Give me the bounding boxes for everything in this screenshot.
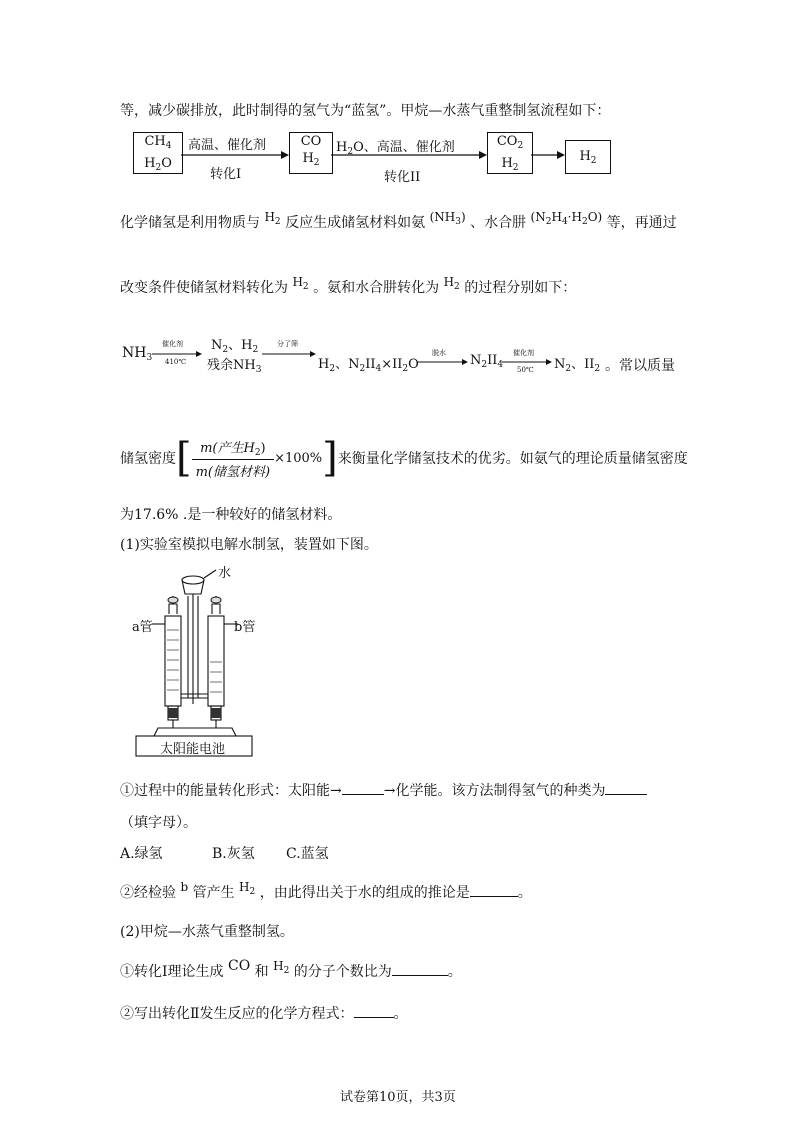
label-tube-b: b管 bbox=[234, 620, 256, 635]
reaction-nh3: $NH_3$ bbox=[122, 345, 153, 363]
label-water: 水 bbox=[218, 566, 232, 581]
reaction-temp-1: 410℃ bbox=[165, 358, 187, 366]
answer-blank-inference[interactable] bbox=[470, 896, 518, 897]
reaction-n2h4: $N_2II_4$ bbox=[470, 353, 504, 370]
answer-blank-hydrogen-type[interactable] bbox=[605, 794, 647, 795]
reaction-catalyst-2: 催化剂 bbox=[513, 349, 534, 357]
density-formula: 储氢密度[ $\frac{m(产生H_2)}{\text{m(储氢材料)}}$ ×100%]来衡量化学储氢技术的优劣。如氨气的理论质量储氢密度 bbox=[120, 435, 688, 481]
reaction-products-bottom: 残余$NH_3$ bbox=[207, 358, 262, 375]
intro-line: 等，减少碳排放，此时制得的氢气为“蓝氢”。甲烷—水蒸气重整制氢流程如下： bbox=[120, 103, 611, 119]
question-1-2: ②经检验 b 管产生 $H_2$ ，由此得出关于水的组成的推论是 。 bbox=[120, 880, 532, 901]
electrolysis-apparatus bbox=[130, 566, 260, 762]
answer-blank-ratio[interactable] bbox=[392, 975, 448, 976]
flow-arrow-1-label: 高温、催化剂 bbox=[188, 138, 267, 153]
paragraph-chemical-storage: 化学储氢是利用物质与 $H_2$ 反应生成储氢材料如氨 $(NH_3)$ 、水合肼 $(N_2H_4\cdot H_2O)$ 等，再通过 bbox=[120, 210, 677, 231]
reaction-products-top: $N_2$、$H_2$ bbox=[211, 338, 259, 355]
apparatus-drawing bbox=[130, 566, 260, 762]
reaction-arrow-2 bbox=[262, 348, 316, 360]
option-a[interactable]: A.绿氢 bbox=[120, 846, 163, 862]
question-2-title: (2)甲烷—水蒸气重整制氢。 bbox=[120, 924, 294, 940]
reaction-dehydrate-label: 脱水 bbox=[432, 349, 446, 357]
paragraph-conversion: 改变条件使储氢材料转化为 $H_2$ 。氨和水合肼转化为 $H_2$ 的过程分别如下： bbox=[120, 275, 577, 296]
page-footer: 试卷第10页，共3页 bbox=[340, 1090, 456, 1105]
answer-blank-energy[interactable] bbox=[342, 794, 384, 795]
flow-arrow-1-caption: 转化I bbox=[210, 167, 242, 182]
label-solar-battery: 太阳能电池 bbox=[160, 742, 226, 757]
flow-box-reactants: $CH_4$ $H_2O$ bbox=[133, 132, 183, 174]
question-1-1: ①过程中的能量转化形式：太阳能→ →化学能。该方法制得氢气的种类为 bbox=[120, 780, 647, 800]
label-tube-a: a管 bbox=[132, 620, 153, 635]
flow-arrow-3 bbox=[531, 140, 565, 170]
flow-arrow-2-label: $H_2O$、高温、催化剂 bbox=[336, 140, 455, 157]
ammonia-density-line: 为17.6% .是一种较好的储氢材料。 bbox=[120, 507, 342, 523]
reaction-catalyst-1: 催化剂 bbox=[162, 340, 183, 348]
reaction-temp-2: 50℃ bbox=[517, 366, 534, 374]
question-2-2: ②写出转化Ⅱ发生反应的化学方程式： 。 bbox=[120, 1006, 408, 1022]
flow-arrow-2-caption: 转化II bbox=[384, 170, 421, 185]
flow-box-co2-h2: $CO_2$ $H_2$ bbox=[487, 132, 533, 174]
reaction-mid: $H_2$、$N_2II_4\times II_2O$ bbox=[318, 357, 419, 374]
answer-blank-equation[interactable] bbox=[354, 1017, 394, 1018]
question-1-1-hint: （填字母）。 bbox=[120, 815, 197, 831]
option-b[interactable]: B.灰氢 bbox=[212, 846, 255, 862]
reaction-tail-text: 。常以质量 bbox=[605, 358, 675, 374]
option-c[interactable]: C.蓝氢 bbox=[286, 846, 329, 862]
question-2-1: ①转化Ⅰ理论生成 CO 和 $H_2$ 的分子个数比为 。 bbox=[120, 958, 462, 980]
flow-box-co-h2: CO $H_2$ bbox=[289, 132, 333, 174]
question-1-title: (1)实验室模拟电解水制氢，装置如下图。 bbox=[120, 537, 378, 553]
reaction-sieve-label: 分了筛 bbox=[277, 340, 298, 348]
reaction-final: $N_2$、$II_2$ bbox=[554, 357, 601, 374]
flow-box-h2: $H_2$ bbox=[565, 140, 611, 174]
